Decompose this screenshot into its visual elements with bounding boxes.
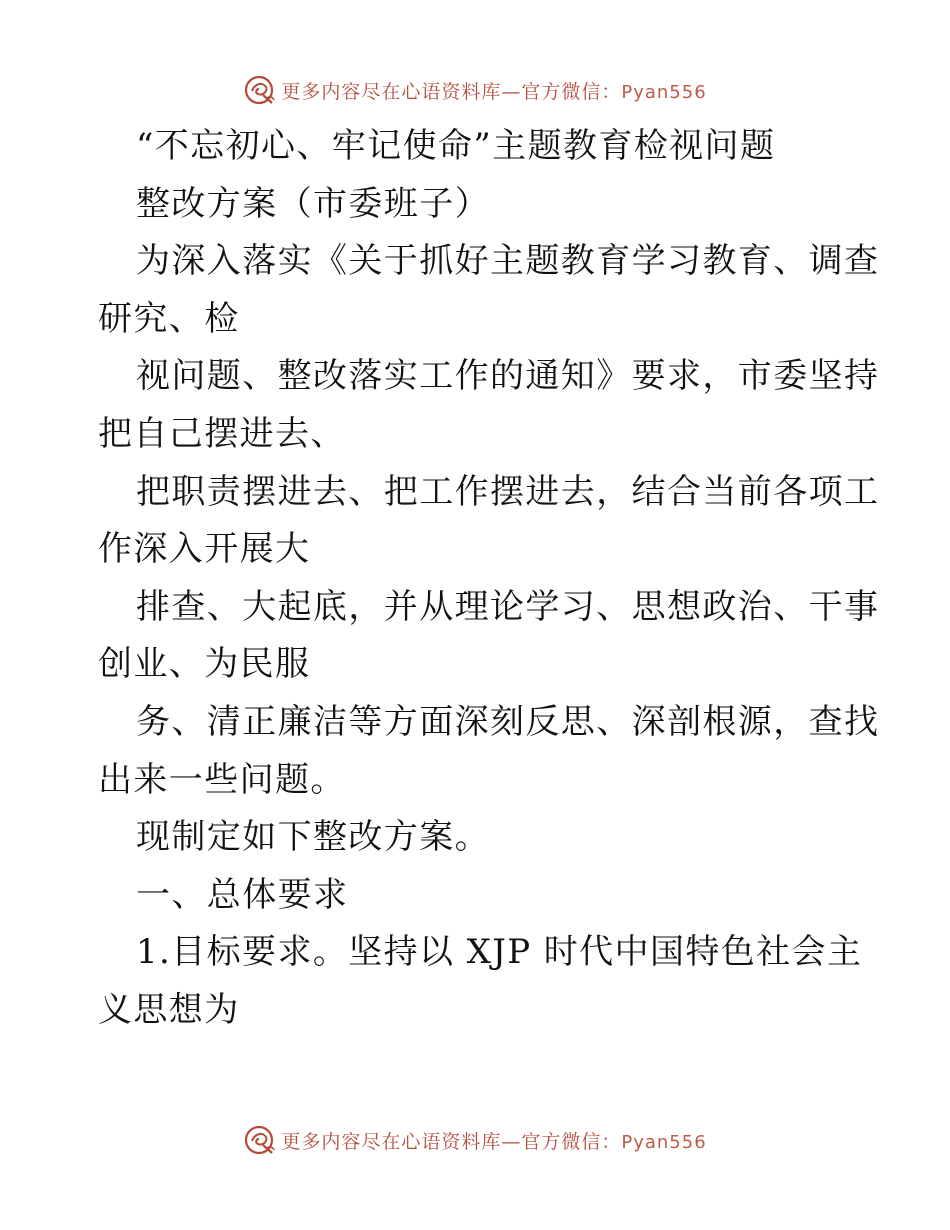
paragraph-line: 务、清正廉洁等方面深刻反思、深剖根源，查找 bbox=[136, 701, 880, 742]
paragraph-line: 义思想为 bbox=[98, 989, 240, 1030]
paragraph-line: 排查、大起底，并从理论学习、思想政治、干事 bbox=[136, 586, 880, 627]
header-banner bbox=[0, 70, 950, 110]
doc-title-line-1: “不忘初心、牢记使命”主题教育检视问题 bbox=[136, 126, 776, 166]
section-heading: 一、总体要求 bbox=[136, 874, 349, 915]
banner-promo: 更多内容尽在心语资料库— bbox=[281, 1130, 522, 1153]
rose-logo-icon bbox=[243, 73, 277, 107]
paragraph-line: 出来一些问题。 bbox=[98, 759, 346, 800]
paragraph-line: 把自己摆进去、 bbox=[98, 413, 346, 454]
banner-wechat-id: Pyan556 bbox=[621, 81, 707, 103]
banner-text bbox=[281, 1127, 706, 1154]
paragraph-line: 为深入落实《关于抓好主题教育学习教育、调查 bbox=[136, 241, 880, 282]
banner-text bbox=[281, 77, 706, 104]
paragraph-line: 作深入开展大 bbox=[98, 529, 311, 570]
paragraph-line: 创业、为民服 bbox=[98, 644, 311, 685]
paragraph-line: 视问题、整改落实工作的通知》要求，市委坚持 bbox=[136, 356, 880, 397]
footer-banner bbox=[0, 1120, 950, 1160]
paragraph-line: 研究、检 bbox=[98, 298, 240, 339]
rose-logo-icon bbox=[243, 1123, 277, 1157]
paragraph-line: 1.目标要求。坚持以 XJP 时代中国特色社会主 bbox=[136, 932, 863, 973]
banner-label: 官方微信： bbox=[521, 1130, 622, 1153]
banner-label: 官方微信： bbox=[521, 80, 622, 103]
document-body bbox=[98, 118, 880, 1040]
banner-promo: 更多内容尽在心语资料库— bbox=[281, 80, 522, 103]
banner-wechat-id: Pyan556 bbox=[621, 1131, 707, 1153]
paragraph-line: 现制定如下整改方案。 bbox=[136, 817, 490, 858]
doc-title-line-2: 整改方案（市委班子） bbox=[136, 183, 490, 224]
paragraph-line: 把职责摆进去、把工作摆进去，结合当前各项工 bbox=[136, 471, 880, 512]
